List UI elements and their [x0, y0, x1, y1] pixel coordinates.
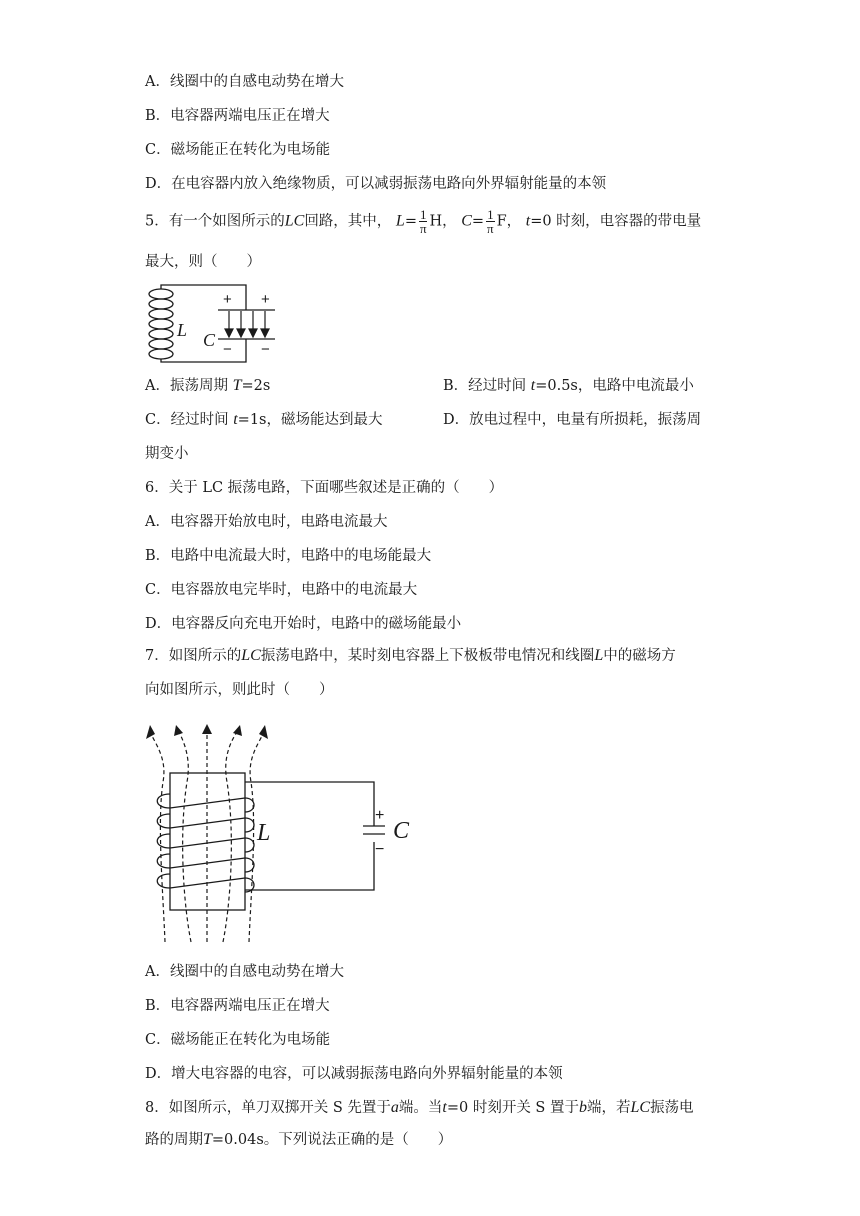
q7-solenoid-circuit-figure [143, 722, 423, 944]
q5-minus-right: − [261, 341, 270, 358]
q6-option-c: C．电容器放电完毕时，电路中的电流最大 [145, 582, 418, 598]
q7-minus: − [375, 841, 385, 858]
q7-option-c: C．磁场能正在转化为电场能 [145, 1032, 331, 1048]
q5-option-d-line1: D．放电过程中，电量有所损耗，振荡周 [443, 412, 702, 428]
q5-label-l: L [177, 320, 188, 340]
q7-option-b: B．电容器两端电压正在增大 [145, 998, 330, 1014]
q4-option-a: A．线圈中的自感电动势在增大 [145, 74, 344, 90]
q7-label-l: L [257, 820, 271, 846]
q5-stem-line1: 5．有一个如图所示的LC回路，其中， L= $\frac{1}{\pi}$ H， C= $\frac{1}{\pi}$ F， t=0 时刻，电容器的带电量 [145, 207, 702, 236]
q5-minus-left: − [223, 341, 232, 358]
q7-label-c: C [393, 818, 410, 844]
q5-lc-circuit-figure [143, 284, 283, 366]
q4-option-d: D．在电容器内放入绝缘物质，可以减弱振荡电路向外界辐射能量的本领 [145, 176, 607, 192]
q5-option-c: C．经过时间 t=1s，磁场能达到最大 [145, 411, 383, 428]
q4-option-b: B．电容器两端电压正在增大 [145, 108, 330, 124]
fraction-1-over-pi-2: $\frac{1}{\pi}$ [487, 207, 494, 236]
q5-plus-left: + [223, 291, 232, 308]
q5-option-b: B．经过时间 t=0.5s，电路中电流最小 [443, 377, 694, 394]
q6-option-a: A．电容器开始放电时，电路电流最大 [145, 514, 388, 530]
q5-label-c: C [203, 330, 216, 350]
q8-stem-line1: 8．如图所示，单刀双掷开关 S 先置于a端。当t=0 时刻开关 S 置于b端，若LC振荡电 [145, 1099, 694, 1116]
q7-stem-line2: 向如图所示，则此时（ ） [145, 682, 334, 698]
q4-option-c: C．磁场能正在转化为电场能 [145, 142, 331, 158]
q5-option-d-line2: 期变小 [145, 446, 189, 462]
q6-option-d: D．电容器反向充电开始时，电路中的磁场能最小 [145, 616, 462, 632]
q7-option-d: D．增大电容器的电容，可以减弱振荡电路向外界辐射能量的本领 [145, 1066, 563, 1082]
q5-stem-line2: 最大，则（ ） [145, 254, 261, 270]
q6-stem: 6．关于 LC 振荡电路，下面哪些叙述是正确的（ ） [145, 480, 504, 496]
fraction-1-over-pi: $\frac{1}{\pi}$ [419, 207, 427, 236]
q5-option-a: A．振荡周期 T=2s [145, 377, 271, 394]
q7-stem-line1: 7．如图所示的LC振荡电路中，某时刻电容器上下极板带电情况和线圈L中的磁场方 [145, 647, 676, 664]
q8-stem-line2: 路的周期T=0.04s。下列说法正确的是（ ） [145, 1131, 453, 1148]
q7-plus: + [375, 807, 385, 824]
q7-option-a: A．线圈中的自感电动势在增大 [145, 964, 344, 980]
q6-option-b: B．电路中电流最大时，电路中的电场能最大 [145, 548, 432, 564]
q5-plus-right: + [261, 291, 270, 308]
